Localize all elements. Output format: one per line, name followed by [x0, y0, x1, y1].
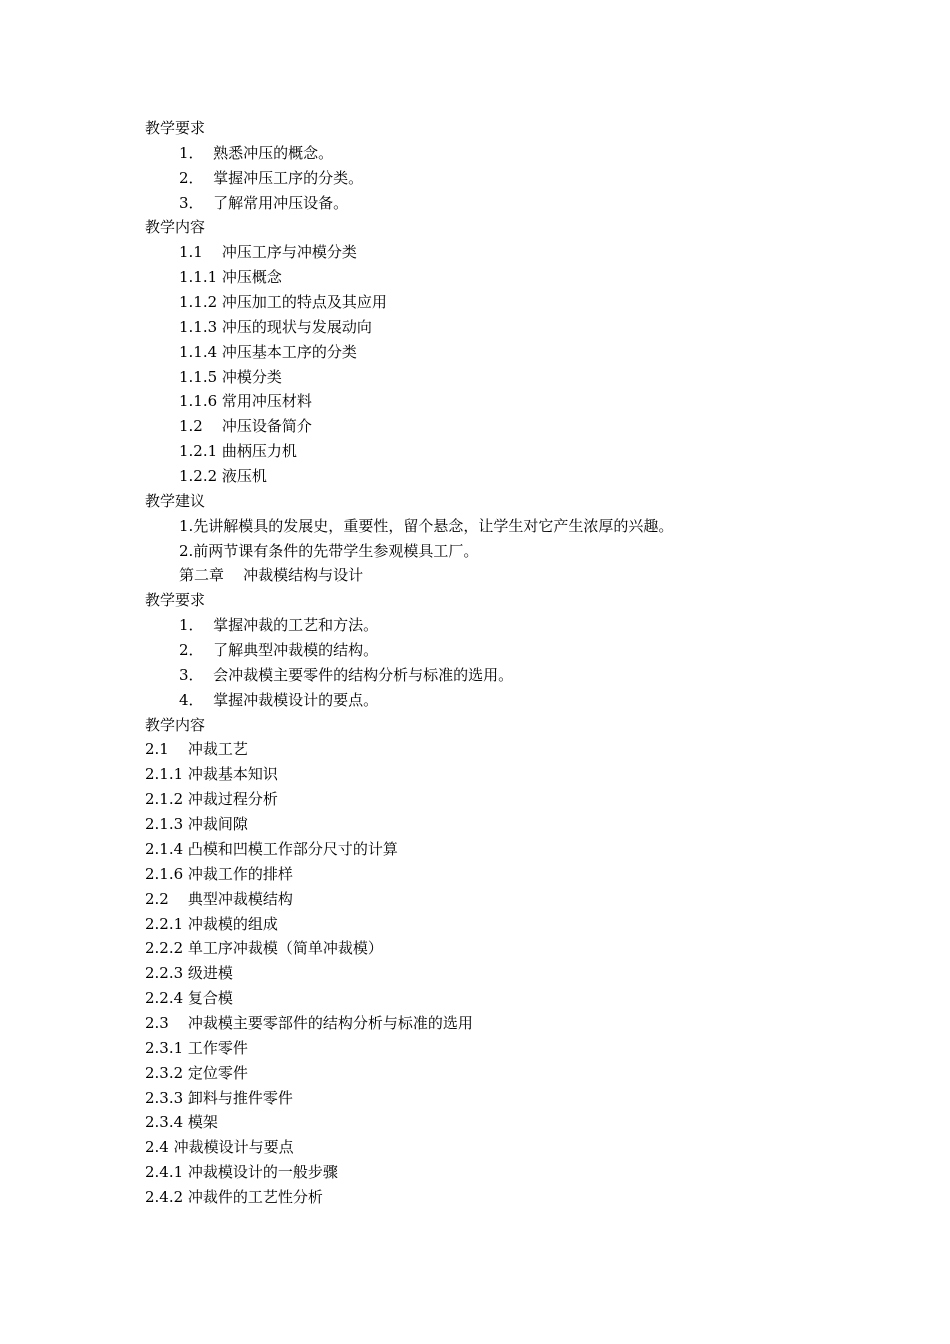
- text-line: 教学要求: [145, 119, 206, 137]
- text-line: 2.1.4 凸模和凹模工作部分尺寸的计算: [145, 839, 398, 858]
- text-line: 2． 了解典型冲裁模的结构。: [179, 641, 379, 660]
- text-line: 1.1.1 冲压概念: [179, 268, 282, 287]
- text-line: 1.先讲解模具的发展史，重要性，留个悬念，让学生对它产生浓厚的兴趣。: [179, 516, 674, 535]
- text-line: 2.2.1 冲裁模的组成: [145, 914, 278, 933]
- text-line: 教学内容: [145, 715, 206, 734]
- text-line: 1.1.5 冲模分类: [179, 367, 282, 386]
- text-line: 2.前两节课有条件的先带学生参观模具工厂。: [179, 541, 479, 560]
- text-line: 1.2 冲压设备简介: [179, 417, 312, 436]
- text-line: 1.2.1 曲柄压力机: [179, 442, 297, 461]
- text-line: 2.4 冲裁模设计与要点: [145, 1138, 294, 1157]
- text-line: 1.1.6 常用冲压材料: [179, 392, 312, 411]
- text-line: 1.2.2 液压机: [179, 467, 267, 486]
- text-line: 2.1.6 冲裁工作的排样: [145, 864, 293, 883]
- text-line: 1.1.4 冲压基本工序的分类: [179, 342, 357, 361]
- text-line: 2.3 冲裁模主要零部件的结构分析与标准的选用: [145, 1013, 473, 1032]
- document-body: [145, 116, 845, 1210]
- text-line: 2.2 典型冲裁模结构: [145, 889, 293, 908]
- text-line: 2.1 冲裁工艺: [145, 740, 248, 759]
- text-line: 2.1.2 冲裁过程分析: [145, 790, 278, 809]
- text-line: 2． 掌握冲压工序的分类。: [179, 168, 364, 187]
- text-line: 1.1.2 冲压加工的特点及其应用: [179, 293, 387, 312]
- text-line: 2.4.1 冲裁模设计的一般步骤: [145, 1163, 338, 1182]
- text-line: 2.3.2 定位零件: [145, 1063, 248, 1082]
- text-line: 教学要求: [145, 591, 206, 610]
- text-line: 1． 熟悉冲压的概念。: [179, 143, 334, 162]
- text-line: 第二章 冲裁模结构与设计: [179, 566, 364, 585]
- text-line: 1.1.3 冲压的现状与发展动向: [179, 317, 372, 336]
- text-line: 2.2.3 级进模: [145, 964, 233, 983]
- text-line: 1.1 冲压工序与冲模分类: [179, 243, 357, 262]
- text-line: 3． 会冲裁模主要零件的结构分析与标准的选用。: [179, 665, 514, 684]
- text-line: 1． 掌握冲裁的工艺和方法。: [179, 616, 379, 635]
- text-line: 2.1.3 冲裁间隙: [145, 815, 248, 834]
- text-line: 教学建议: [145, 491, 206, 510]
- text-line: 教学内容: [145, 218, 206, 237]
- text-line: 2.2.4 复合模: [145, 989, 233, 1008]
- text-line: 4． 掌握冲裁模设计的要点。: [179, 690, 379, 709]
- text-line: 2.2.2 单工序冲裁模（简单冲裁模）: [145, 939, 383, 958]
- text-line: 3． 了解常用冲压设备。: [179, 193, 349, 212]
- text-line: 2.3.1 工作零件: [145, 1038, 248, 1057]
- text-line: 2.4.2 冲裁件的工艺性分析: [145, 1187, 323, 1206]
- text-line: 2.3.4 模架: [145, 1113, 218, 1132]
- text-line: 2.1.1 冲裁基本知识: [145, 765, 278, 784]
- text-line: 2.3.3 卸料与推件零件: [145, 1088, 293, 1107]
